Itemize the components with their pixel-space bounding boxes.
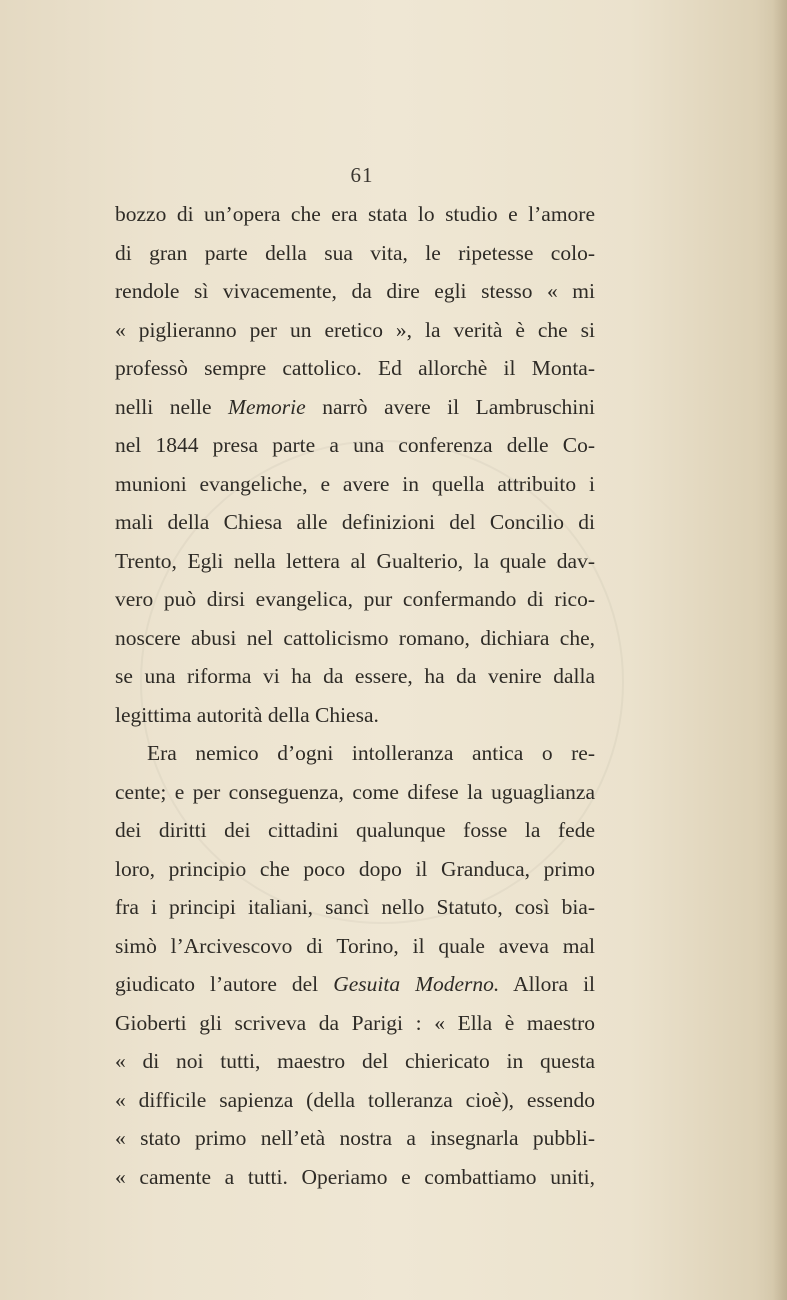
line-text: vero può dirsi evangelica, pur confermando di rico- — [115, 587, 595, 611]
text-line — [115, 811, 595, 850]
text-line — [115, 234, 595, 273]
line-text: simò l’Arcivescovo di Torino, il quale aveva mal — [115, 933, 595, 958]
text-line — [115, 311, 595, 350]
text-line — [115, 465, 595, 504]
line-text: loro, principio che poco dopo il Granduca, primo — [115, 856, 595, 881]
page-edge-shadow — [773, 0, 787, 1300]
line-text: « camente a tutti. Operiamo e combattiamo uniti, — [115, 1164, 595, 1189]
line-text: giudicato l’autore del — [115, 972, 334, 996]
text-line — [115, 388, 595, 427]
line-text: legittima autorità della Chiesa. — [115, 702, 379, 727]
line-text: professò sempre cattolico. Ed allorchè il Monta- — [115, 356, 595, 380]
text-line — [115, 1081, 595, 1120]
text-line — [115, 657, 595, 696]
line-text: Gioberti gli scriveva da Parigi : « Ella è maestro — [115, 1010, 595, 1035]
line-text: Era nemico d’ogni intolleranza antica o re- — [147, 741, 595, 765]
line-text: nelli nelle — [115, 394, 229, 419]
text-line — [115, 1158, 595, 1197]
page-number: 61 — [350, 163, 374, 187]
text-line — [115, 1119, 595, 1158]
text-line — [115, 195, 595, 234]
text-line — [115, 1042, 595, 1081]
text-line — [115, 272, 595, 311]
line-text: dei diritti dei cittadini qualunque fosse la fede — [115, 818, 595, 842]
text-line — [115, 850, 595, 889]
text-line — [115, 619, 595, 658]
line-text: « di noi tutti, maestro del chiericato in questa — [115, 1049, 595, 1073]
text-line — [115, 965, 595, 1004]
line-text: noscere abusi nel cattolicismo romano, dichiara che, — [115, 625, 595, 650]
text-line — [115, 888, 595, 927]
line-text: « piglieranno per un eretico », la verità è che si — [115, 317, 595, 342]
text-line — [115, 349, 595, 388]
text-line — [115, 503, 595, 542]
body-text — [115, 195, 595, 1196]
line-text: munioni evangeliche, e avere in quella attribuito i — [115, 471, 595, 496]
line-text: nel 1844 presa parte a una conferenza delle Co- — [115, 433, 595, 457]
text-line — [115, 580, 595, 619]
text-line — [115, 1004, 595, 1043]
text-line — [115, 542, 595, 581]
line-text: bozzo di un’opera che era stata lo studio e l’amore — [115, 202, 595, 226]
line-text: narrò avere il Lambruschini — [305, 394, 596, 419]
line-text: se una riforma vi ha da essere, ha da venire dalla — [115, 664, 595, 688]
text-line — [115, 773, 595, 812]
line-text: « stato primo nell’età nostra a insegnarla pubbli- — [115, 1126, 595, 1150]
line-text: fra i principi italiani, sancì nello Statuto, così bia- — [115, 895, 595, 919]
italic-title-text: Memorie — [228, 394, 306, 419]
line-text: rendole sì vivacemente, da dire egli stesso « mi — [115, 279, 595, 303]
text-line — [115, 927, 595, 966]
italic-title-text: Gesuita Moderno. — [333, 972, 500, 996]
text-line — [115, 734, 595, 773]
text-line — [115, 426, 595, 465]
line-text: cente; e per conseguenza, come difese la uguaglianza — [115, 779, 595, 804]
line-text: Allora il — [499, 972, 596, 996]
line-text: di gran parte della sua vita, le ripetesse colo- — [115, 240, 595, 265]
text-line — [115, 696, 595, 735]
line-text: mali della Chiesa alle definizioni del Concilio di — [115, 510, 595, 534]
line-text: Trento, Egli nella lettera al Gualterio, la quale dav- — [115, 548, 595, 573]
line-text: « difficile sapienza (della tolleranza cioè), essendo — [115, 1087, 595, 1112]
